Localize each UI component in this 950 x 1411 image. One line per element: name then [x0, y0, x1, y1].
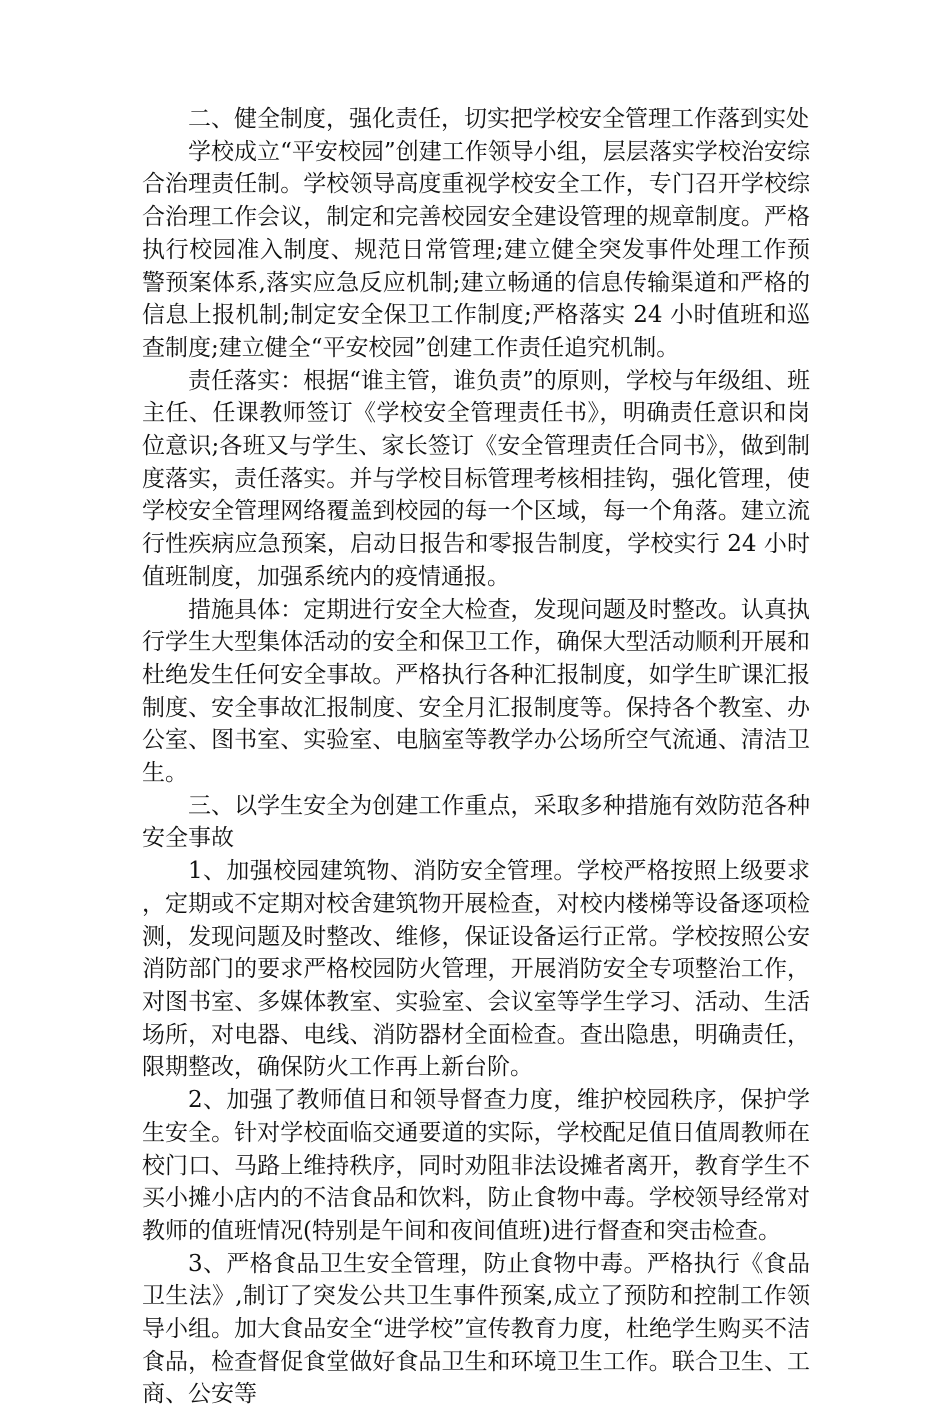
section-heading-2: 二、健全制度，强化责任，切实把学校安全管理工作落到实处: [188, 106, 809, 132]
paragraph-responsibility: 责任落实：根据“谁主管，谁负责”的原则，学校与年级组、班主任、任课教师签订《学校安全管理责任书》，明确责任意识和岗位意识;各班又与学生、家长签订《安全管理责任合同书》，做到制度落实，责任落实。并与学校目标管理考核相挂钩，强化管理，使学校安全管理网络覆盖到校园的每一个区域，每一个角落。建立流行性疾病应急预案，启动日报告和零报告制度，学校实行 24 小时值班制度，加强系统内的疫情通报。: [142, 367, 810, 590]
paragraph-safe-campus-leadership: 学校成立“平安校园”创建工作领导小组，层层落实学校治安综合治理责任制。学校领导高度重视学校安全工作，专门召开学校综合治理工作会议，制定和完善校园安全建设管理的规章制度。严格执行校园准入制度、规范日常管理;建立健全突发事件处理工作预警预案体系,落实应急反应机制;建立畅通的信息传输渠道和严格的信息上报机制;制定安全保卫工作制度;严格落实 24 小时值班和巡查制度;建立健全“平安校园”创建工作责任追究机制。: [142, 138, 810, 361]
section-heading-3: 三、以学生安全为创建工作重点，采取多种措施有效防范各种安全事故: [142, 792, 810, 852]
paragraph-item-1-building-fire: 1、加强校园建筑物、消防安全管理。学校严格按照上级要求，定期或不定期对校舍建筑物开展检查，对校内楼梯等设备逐项检测，发现问题及时整改、维修，保证设备运行正常。学校按照公安消防部门的要求严格校园防火管理，开展消防安全专项整治工作，对图书室、多媒体教室、实验室、会议室等学生学习、活动、生活场所，对电器、电线、消防器材全面检查。查出隐患，明确责任，限期整改，确保防火工作再上新台阶。: [142, 858, 810, 1081]
paragraph-item-3-food-safety: 3、严格食品卫生安全管理，防止食物中毒。严格执行《食品卫生法》,制订了突发公共卫生事件预案,成立了预防和控制工作领导小组。加大食品安全“进学校”宣传教育力度，杜绝学生购买不洁食品，检查督促食堂做好食品卫生和环境卫生工作。联合卫生、工商、公安等: [142, 1250, 810, 1408]
paragraph-measures: 措施具体：定期进行安全大检查，发现问题及时整改。认真执行学生大型集体活动的安全和保卫工作，确保大型活动顺利开展和杜绝发生任何安全事故。严格执行各种汇报制度，如学生旷课汇报制度、安全事故汇报制度、安全月汇报制度等。保持各个教室、办公室、图书室、实验室、电脑室等教学办公场所空气流通、清洁卫生。: [142, 596, 810, 787]
document-page: [142, 103, 810, 1411]
paragraph-item-2-duty-supervision: 2、加强了教师值日和领导督查力度，维护校园秩序，保护学生安全。针对学校面临交通要道的实际，学校配足值日值周教师在校门口、马路上维持秩序，同时劝阻非法设摊者离开，教育学生不买小摊小店内的不洁食品和饮料，防止食物中毒。学校领导经常对教师的值班情况(特别是午间和夜间值班)进行督查和突击检查。: [142, 1087, 810, 1244]
